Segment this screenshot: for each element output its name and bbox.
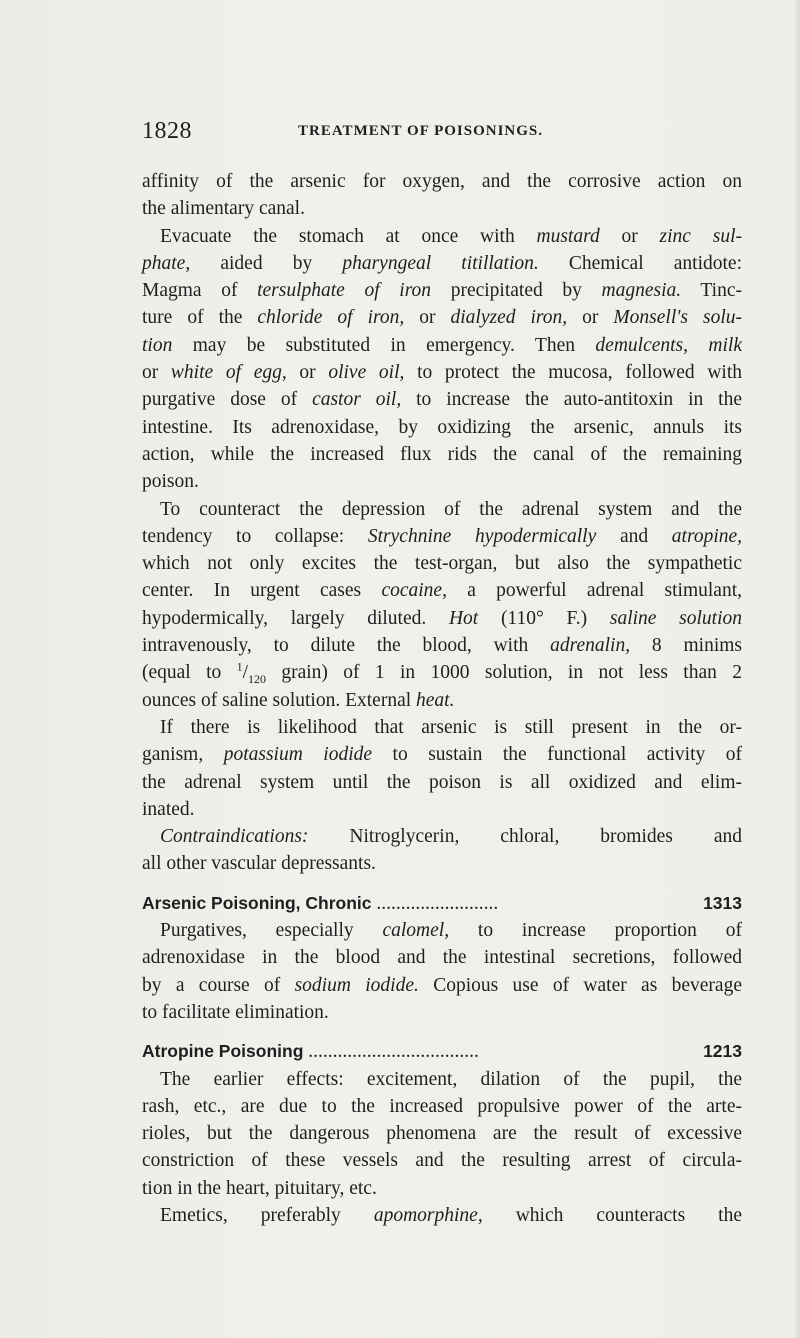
page-body bbox=[142, 168, 742, 1229]
paragraph bbox=[142, 714, 742, 823]
entry-title: Atropine Poisoning bbox=[142, 1041, 304, 1062]
entry-paragraph bbox=[142, 917, 742, 1026]
entry-page-ref: 1313 bbox=[703, 892, 742, 913]
text-run: Evacuate the stomach at once with bbox=[160, 225, 537, 247]
italic-run: calomel, bbox=[382, 920, 450, 942]
text-run: or bbox=[404, 307, 451, 329]
text-line bbox=[142, 441, 742, 468]
italic-run: dialyzed iron, bbox=[450, 307, 568, 329]
italic-run: saline solution bbox=[609, 607, 742, 629]
text-run: Copious use of water as beverage bbox=[418, 974, 742, 996]
text-run: to sustain the functional activity of bbox=[372, 744, 742, 766]
italic-run: Contraindications: bbox=[160, 826, 309, 848]
entry-paragraph bbox=[142, 1066, 742, 1230]
italic-run: magnesia. bbox=[601, 280, 682, 302]
text-line bbox=[142, 468, 742, 495]
italic-run: chloride of iron, bbox=[257, 307, 405, 329]
italic-run: sodium iodide. bbox=[294, 974, 419, 996]
text-line bbox=[142, 304, 742, 331]
text-run: action, while the increased flux rids the canal of the remaining bbox=[142, 443, 742, 465]
text-run: or bbox=[286, 362, 329, 384]
italic-run: mustard bbox=[536, 225, 600, 247]
entry-gap bbox=[142, 1026, 742, 1038]
text-run: rash, etc., are due to the increased propulsive power of the arte- bbox=[142, 1095, 742, 1117]
text-run: Chemical antidote: bbox=[538, 252, 742, 274]
text-line bbox=[142, 850, 742, 877]
italic-run: tion bbox=[142, 334, 173, 356]
text-run: 120 bbox=[248, 672, 267, 687]
text-run: inated. bbox=[142, 798, 195, 820]
text-run: Magma of bbox=[142, 280, 258, 302]
text-run: If there is likelihood that arsenic is still present in the or- bbox=[160, 716, 742, 738]
text-run: Nitroglycerin, chloral, bromides and bbox=[308, 826, 742, 848]
italic-run: apomorphine, bbox=[373, 1204, 483, 1226]
text-run: to increase proportion of bbox=[449, 920, 742, 942]
text-line bbox=[142, 168, 742, 195]
text-line bbox=[142, 823, 742, 850]
text-run: center. In urgent cases bbox=[142, 580, 382, 602]
dot-leader: ......................... bbox=[371, 892, 499, 914]
entry-heading-line bbox=[142, 890, 742, 917]
text-run: ture of the bbox=[142, 307, 258, 329]
italic-run: tersulphate of iron bbox=[257, 280, 432, 302]
text-run: by a course of bbox=[142, 974, 295, 996]
text-line bbox=[142, 250, 742, 277]
text-line bbox=[142, 1120, 742, 1147]
text-run: adrenoxidase in the blood and the intestinal secretions, followed bbox=[142, 947, 742, 969]
running-title: TREATMENT OF POISONINGS. bbox=[298, 123, 544, 139]
entry-title: Arsenic Poisoning, Chronic bbox=[142, 892, 372, 913]
text-run: to facilitate elimination. bbox=[142, 1001, 329, 1023]
text-run: To counteract the depression of the adrenal system and the bbox=[160, 498, 742, 520]
italic-run: adrenalin, bbox=[550, 635, 631, 657]
entry-heading-line bbox=[142, 1038, 742, 1065]
italic-run: castor oil, bbox=[312, 389, 402, 411]
page-header bbox=[142, 118, 732, 148]
text-line bbox=[142, 523, 742, 550]
italic-run: cocaine, bbox=[381, 580, 447, 602]
text-line bbox=[142, 972, 742, 999]
entry-heading bbox=[142, 890, 498, 917]
text-run: constriction of these vessels and the resulting arrest of circula- bbox=[142, 1150, 742, 1172]
text-run: (110° F.) bbox=[478, 607, 610, 629]
page-number: 1828 bbox=[142, 118, 192, 144]
text-line bbox=[142, 1202, 742, 1229]
page-edge-shadow bbox=[794, 0, 800, 1338]
text-run: which counteracts the bbox=[482, 1204, 742, 1226]
text-run: tion in the heart, pituitary, etc. bbox=[142, 1177, 377, 1199]
text-run: which not only excites the test-organ, but also the sympathetic bbox=[142, 553, 742, 575]
italic-run: Strychnine hypodermically bbox=[367, 525, 597, 547]
text-run: purgative dose of bbox=[142, 389, 313, 411]
italic-run: demulcents, milk bbox=[595, 334, 743, 356]
text-line bbox=[142, 796, 742, 823]
text-line bbox=[142, 632, 742, 659]
italic-run: Monsell's solu- bbox=[613, 307, 743, 329]
text-run: Emetics, preferably bbox=[160, 1204, 374, 1226]
text-line bbox=[142, 550, 742, 577]
text-run: or bbox=[567, 307, 614, 329]
entry-gap bbox=[142, 878, 742, 890]
text-run: The earlier effects: excitement, dilation of the pupil, the bbox=[160, 1068, 742, 1090]
italic-run: Hot bbox=[448, 607, 479, 629]
text-run: (equal to bbox=[142, 662, 237, 684]
text-line bbox=[142, 1093, 742, 1120]
italic-run: white of egg, bbox=[170, 362, 287, 384]
text-run: tendency to collapse: bbox=[142, 525, 368, 547]
text-line bbox=[142, 769, 742, 796]
italic-run: zinc sul- bbox=[659, 225, 742, 247]
text-run: to protect the mucosa, followed with bbox=[404, 362, 743, 384]
text-run: intravenously, to dilute the blood, with bbox=[142, 635, 551, 657]
italic-run: olive oil, bbox=[328, 362, 405, 384]
text-line bbox=[142, 1066, 742, 1093]
italic-run: pharyngeal titillation. bbox=[342, 252, 539, 274]
entry-heading bbox=[142, 1038, 479, 1065]
text-line bbox=[142, 659, 742, 686]
italic-run: phate, bbox=[142, 252, 191, 274]
text-run: all other vascular depressants. bbox=[142, 853, 376, 875]
text-line bbox=[142, 359, 742, 386]
text-run: hypodermically, largely diluted. bbox=[142, 607, 449, 629]
italic-run: heat. bbox=[416, 689, 455, 711]
text-run: Purgatives, especially bbox=[160, 920, 383, 942]
text-run: or bbox=[599, 225, 660, 247]
entry-page-ref: 1213 bbox=[703, 1041, 742, 1062]
text-run: and bbox=[596, 525, 672, 547]
text-line bbox=[142, 944, 742, 971]
paragraph bbox=[142, 823, 742, 878]
dot-leader: ................................... bbox=[303, 1041, 479, 1063]
text-run: rioles, but the dangerous phenomena are the result of excessive bbox=[142, 1123, 742, 1145]
text-run: ounces of saline solution. External bbox=[142, 689, 417, 711]
text-line bbox=[142, 999, 742, 1026]
italic-run: atropine, bbox=[671, 525, 743, 547]
paragraph bbox=[142, 223, 742, 496]
text-line bbox=[142, 195, 742, 222]
italic-run: potassium iodide bbox=[223, 744, 373, 766]
text-line bbox=[142, 386, 742, 413]
text-line bbox=[142, 577, 742, 604]
text-run: the adrenal system until the poison is all oxidized and elim- bbox=[142, 771, 742, 793]
text-run: ganism, bbox=[142, 744, 224, 766]
text-run: grain) of 1 in 1000 solution, in not less than 2 bbox=[266, 662, 742, 684]
text-run: aided by bbox=[190, 252, 343, 274]
text-run: or bbox=[142, 362, 171, 384]
text-run: to increase the auto-antitoxin in the bbox=[401, 389, 742, 411]
text-run: intestine. Its adrenoxidase, by oxidizing the arsenic, annuls its bbox=[142, 416, 742, 438]
text-run: poison. bbox=[142, 471, 199, 493]
text-line bbox=[142, 1147, 742, 1174]
text-run: may be substituted in emergency. Then bbox=[172, 334, 596, 356]
text-run: Tinc- bbox=[681, 280, 742, 302]
text-line bbox=[142, 414, 742, 441]
text-run: affinity of the arsenic for oxygen, and the corrosive action on bbox=[142, 171, 742, 192]
text-line bbox=[142, 917, 742, 944]
text-line bbox=[142, 496, 742, 523]
text-run: precipitated by bbox=[431, 280, 602, 302]
text-line bbox=[142, 277, 742, 304]
paragraph bbox=[142, 168, 742, 223]
text-line bbox=[142, 741, 742, 768]
text-line bbox=[142, 1175, 742, 1202]
text-run: 1 bbox=[236, 659, 243, 674]
text-run: a powerful adrenal stimulant, bbox=[446, 580, 742, 602]
text-line bbox=[142, 223, 742, 250]
text-run: 8 minims bbox=[630, 635, 742, 657]
text-line bbox=[142, 605, 742, 632]
text-line bbox=[142, 687, 742, 714]
text-line bbox=[142, 332, 742, 359]
text-run: the alimentary canal. bbox=[142, 198, 305, 220]
paragraph bbox=[142, 496, 742, 714]
text-run: / bbox=[242, 662, 249, 684]
text-line bbox=[142, 714, 742, 741]
